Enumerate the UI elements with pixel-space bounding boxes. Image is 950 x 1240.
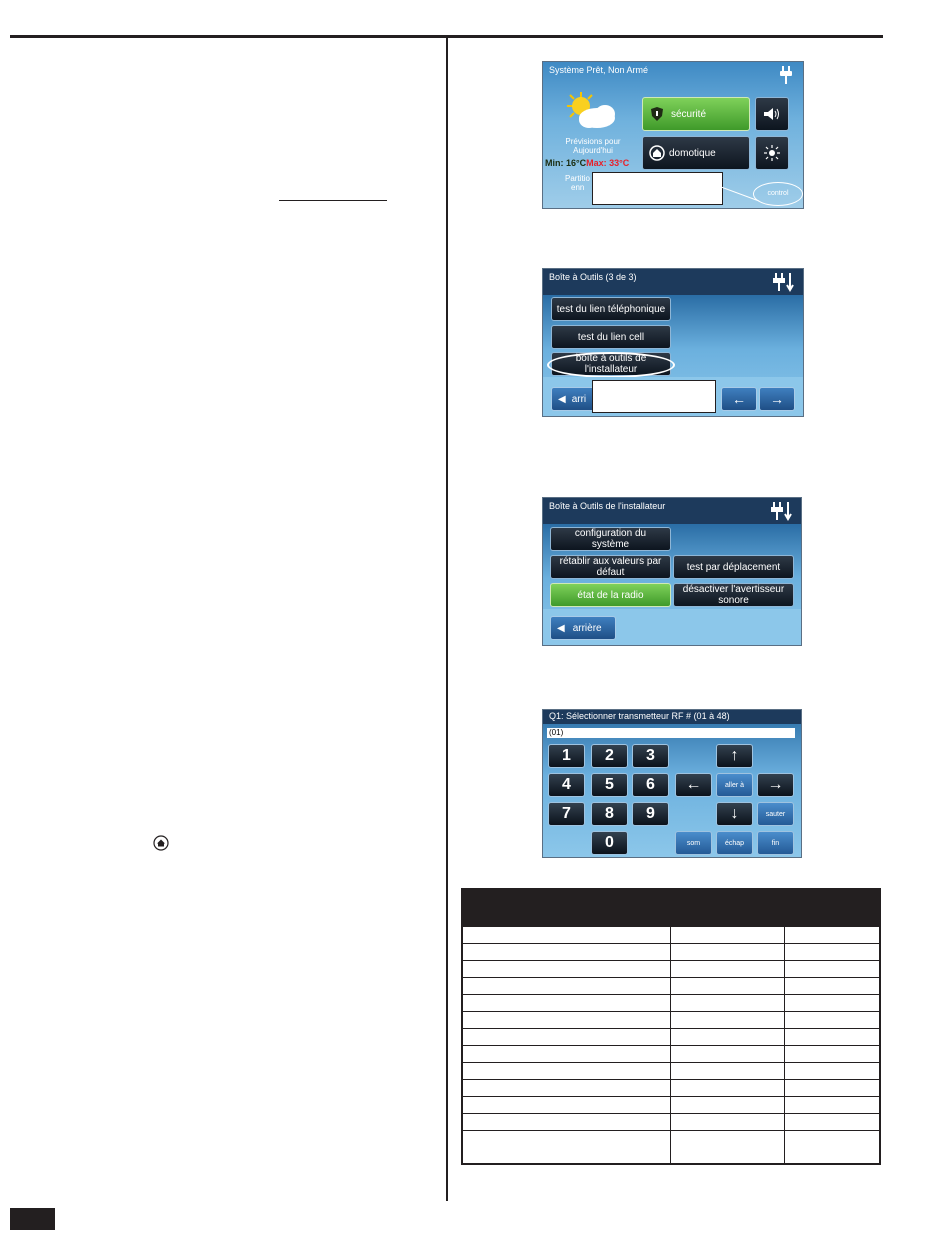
- table-cell: [670, 978, 784, 995]
- down-arrow-icon: ↓: [730, 805, 739, 822]
- table-cell: [784, 944, 880, 961]
- phone-link-test-button[interactable]: test du lien téléphonique: [551, 297, 671, 321]
- home-icon: [153, 835, 169, 851]
- table-row: [462, 961, 880, 978]
- key-5[interactable]: 5: [591, 773, 628, 797]
- down-arrow-button[interactable]: [716, 802, 753, 826]
- table-cell: [784, 961, 880, 978]
- key-2[interactable]: 2: [591, 744, 628, 768]
- home-icon: [649, 145, 665, 161]
- cell-link-test-button[interactable]: test du lien cell: [551, 325, 671, 349]
- callout-box: [592, 380, 716, 413]
- radio-status-button[interactable]: état de la radio: [550, 583, 671, 607]
- home-automation-button[interactable]: domotique: [642, 136, 750, 170]
- table-cell: [670, 995, 784, 1012]
- left-arrow-icon: ←: [732, 390, 746, 407]
- column-divider: [446, 38, 448, 1201]
- table-cell: [462, 1097, 670, 1114]
- next-page-button[interactable]: [759, 387, 795, 411]
- table-row: [462, 1080, 880, 1097]
- table-cell: [670, 944, 784, 961]
- speaker-icon: [763, 107, 781, 121]
- skip-button[interactable]: sauter: [757, 802, 794, 826]
- brightness-icon: [764, 145, 780, 161]
- installer-toolbox-button[interactable]: boîte à outils de l'installateur: [551, 352, 671, 376]
- table-cell: [784, 1029, 880, 1046]
- table-cell: [462, 1029, 670, 1046]
- table-cell: [784, 1046, 880, 1063]
- selection-ellipse: [547, 352, 675, 378]
- left-arrow-icon: ←: [685, 776, 702, 793]
- table-cell: [462, 1131, 670, 1165]
- table-cell: [462, 926, 670, 944]
- table-row: [462, 926, 880, 944]
- key-6[interactable]: 6: [632, 773, 669, 797]
- reset-defaults-button[interactable]: rétablir aux valeurs par défaut: [550, 555, 671, 579]
- key-7[interactable]: 7: [548, 802, 585, 826]
- underline-blank: [279, 200, 387, 201]
- table-cell: [670, 1080, 784, 1097]
- temperature-range: Min: 16°CMax: 33°C: [545, 158, 630, 168]
- table-row: [462, 1114, 880, 1131]
- sum-button[interactable]: som: [675, 831, 712, 855]
- up-arrow-icon: ↑: [730, 747, 739, 764]
- programming-table: [461, 925, 881, 1165]
- installer-title: Boîte à Outils de l'installateur: [543, 498, 801, 524]
- key-1[interactable]: 1: [548, 744, 585, 768]
- table-cell: [462, 1046, 670, 1063]
- table-header: [461, 888, 881, 925]
- prev-page-button[interactable]: [721, 387, 757, 411]
- disable-siren-button[interactable]: désactiver l'avertisseur sonore: [673, 583, 794, 607]
- table-cell: [670, 1029, 784, 1046]
- weather-icon: [561, 90, 621, 134]
- table-row: [462, 944, 880, 961]
- table-cell: [784, 1080, 880, 1097]
- table-cell: [784, 926, 880, 944]
- table-row: [462, 978, 880, 995]
- walk-test-button[interactable]: test par déplacement: [673, 555, 794, 579]
- table-cell: [462, 1080, 670, 1097]
- table-cell: [784, 978, 880, 995]
- status-title: Système Prêt, Non Armé: [549, 65, 649, 75]
- table-row: [462, 1029, 880, 1046]
- right-arrow-button[interactable]: [757, 773, 794, 797]
- table-cell: [462, 1063, 670, 1080]
- table-cell: [462, 1114, 670, 1131]
- installer-toolbox-screen: [542, 497, 802, 646]
- left-triangle-icon: ◀: [558, 393, 566, 405]
- table-cell: [784, 1097, 880, 1114]
- rf-transmitter-screen: [542, 709, 802, 858]
- key-0[interactable]: 0: [591, 831, 628, 855]
- key-3[interactable]: 3: [632, 744, 669, 768]
- security-button[interactable]: sécurité: [642, 97, 750, 131]
- table-cell: [670, 1114, 784, 1131]
- shield-icon: [649, 106, 665, 122]
- table-cell: [670, 1097, 784, 1114]
- table-row: [462, 1063, 880, 1080]
- table-cell: [670, 1063, 784, 1080]
- callout-line: [721, 186, 761, 202]
- table-cell: [462, 1012, 670, 1029]
- table-cell: [784, 1012, 880, 1029]
- table-row: [462, 1046, 880, 1063]
- table-row: [462, 1131, 880, 1165]
- right-arrow-icon: →: [770, 390, 784, 407]
- callout-box: [592, 172, 723, 205]
- volume-button[interactable]: [755, 97, 789, 131]
- goto-button[interactable]: aller à: [716, 773, 753, 797]
- plug-arrow-icon: [771, 501, 793, 521]
- table-cell: [670, 1046, 784, 1063]
- back-button[interactable]: ◀ arri: [551, 387, 601, 411]
- end-button[interactable]: fin: [757, 831, 794, 855]
- escape-button[interactable]: échap: [716, 831, 753, 855]
- brand-logo: control: [753, 182, 803, 206]
- key-4[interactable]: 4: [548, 773, 585, 797]
- table-cell: [784, 1063, 880, 1080]
- question-title: Q1: Sélectionner transmetteur RF # (01 à 48): [543, 710, 801, 724]
- table-cell: [670, 1012, 784, 1029]
- up-arrow-button[interactable]: [716, 744, 753, 768]
- table-cell: [462, 961, 670, 978]
- table-cell: [670, 1131, 784, 1165]
- table-cell: [784, 1114, 880, 1131]
- table-cell: [462, 995, 670, 1012]
- table-cell: [462, 978, 670, 995]
- left-arrow-button[interactable]: [675, 773, 712, 797]
- plug-icon: [779, 66, 793, 84]
- brightness-button[interactable]: [755, 136, 789, 170]
- table-cell: [462, 944, 670, 961]
- table-cell: [670, 926, 784, 944]
- forecast-text: Prévisions pour Aujourd'hui: [565, 137, 621, 155]
- left-triangle-icon: ◀: [557, 622, 565, 634]
- table-cell: [784, 995, 880, 1012]
- table-cell: [670, 961, 784, 978]
- back-button[interactable]: ◀ arrière: [550, 616, 616, 640]
- key-9[interactable]: 9: [632, 802, 669, 826]
- page-number-tab: [10, 1208, 55, 1230]
- table-row: [462, 1097, 880, 1114]
- table-row: [462, 1012, 880, 1029]
- table-cell: [784, 1131, 880, 1165]
- system-config-button[interactable]: configuration du système: [550, 527, 671, 551]
- right-arrow-icon: →: [767, 776, 784, 793]
- value-field[interactable]: (01): [547, 728, 795, 738]
- partition-text: Partitio enn: [565, 174, 590, 192]
- table-row: [462, 995, 880, 1012]
- plug-arrow-icon: [773, 272, 795, 292]
- key-8[interactable]: 8: [591, 802, 628, 826]
- toolbox-title: Boîte à Outils (3 de 3): [543, 269, 803, 295]
